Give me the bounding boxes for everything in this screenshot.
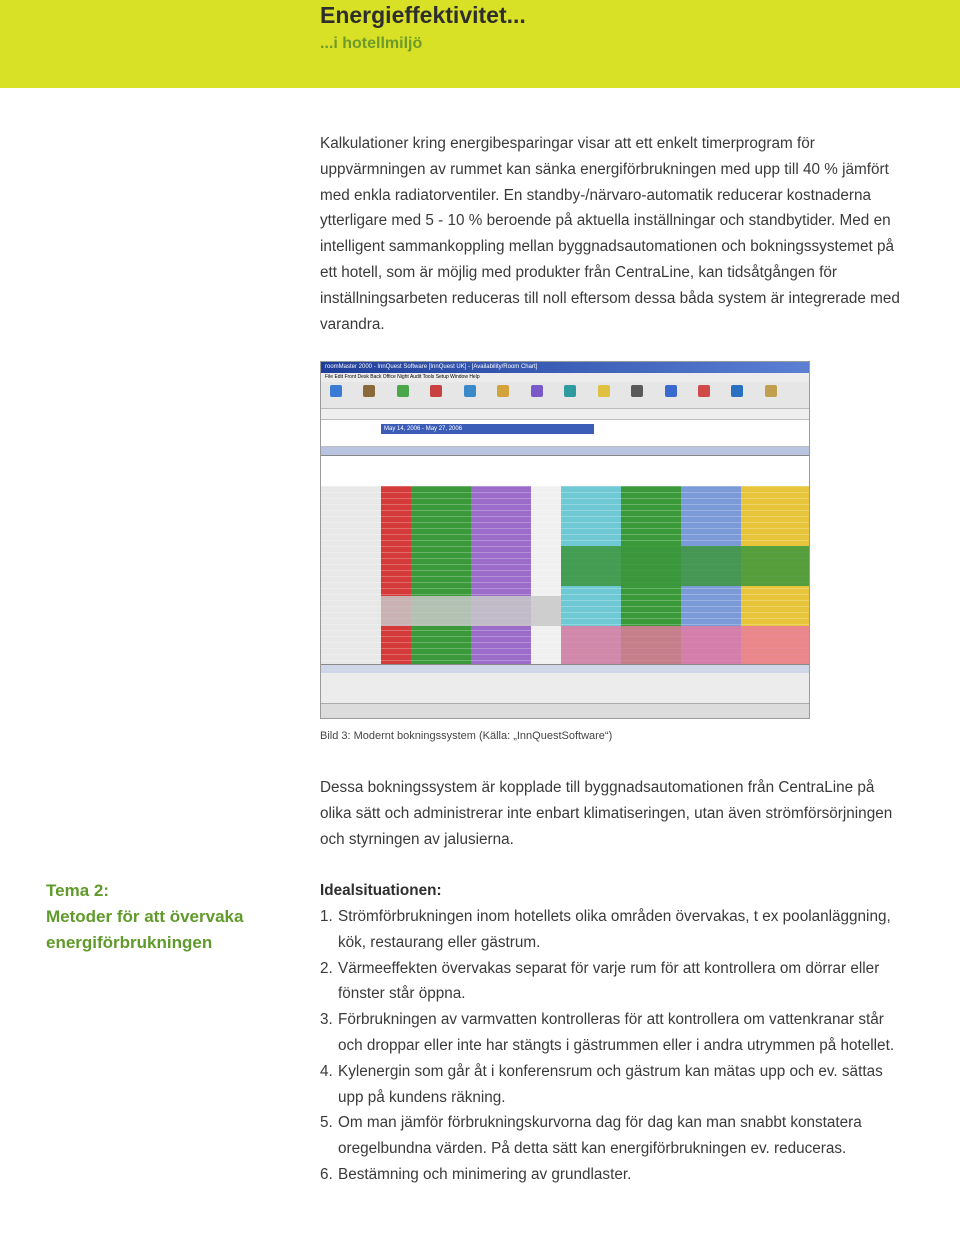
- list-item-number: 4.: [320, 1062, 333, 1080]
- ideal-list: [320, 904, 900, 1188]
- toolbar-icon: [694, 385, 714, 405]
- list-item: [320, 904, 900, 956]
- intro-paragraph: Kalkulationer kring energibesparingar visar att ett enkelt timerprogram för uppvärmningen av rummet kan sänka energiförbrukningen med upp till 40 % jämfört med enkla radiatorventiler. En standby-/närvaro-automatik reducerar kostnaderna ytterligare med 5 - 10 % beroende på aktuella inställningar och standbytider. Med en intelligent sammankoppling mellan byggnadsautomationen och bokningssystemet på ett hotell, som är möjlig med produkter från CentraLine, kan tidsåtgången för inställningsarbeten reduceras till noll eftersom dessa båda system är integrerade med varandra.: [320, 135, 900, 333]
- list-item-text: Om man jämför förbrukningskurvorna dag för dag kan man snabbt konstatera oregelbundna värden. På detta sätt kan energiförbrukningen ev. reduceras.: [338, 1114, 862, 1158]
- toolbar-icon: [359, 385, 379, 405]
- screenshot-secondary-toolbar: [321, 409, 809, 420]
- screenshot-column-header: [321, 447, 809, 456]
- toolbar-icon: [493, 385, 513, 405]
- list-item-text: Bestämning och minimering av grundlaster.: [338, 1165, 632, 1183]
- list-item-text: Strömförbrukningen inom hotellets olika områden övervakas, t ex poolanläggning, kök, restaurang eller gästrum.: [338, 908, 891, 951]
- list-item-text: Kylenergin som går åt i konferensrum och gästrum kan mätas upp och ev. sättas upp på kundens räkning.: [338, 1062, 883, 1106]
- tema-heading: [46, 878, 296, 956]
- toolbar-icon: [326, 385, 346, 405]
- ideal-heading: Idealsituationen:: [320, 882, 442, 899]
- list-item-text: Värmeeffekten övervakas separat för varje rum för att kontrollera om dörrar eller fönster står öppna.: [338, 959, 880, 1003]
- list-item: [320, 1007, 900, 1059]
- list-item-number: 2.: [320, 959, 333, 977]
- toolbar-icon: [393, 385, 413, 405]
- list-item: [320, 1162, 900, 1188]
- list-item-number: 5.: [320, 1114, 333, 1132]
- screenshot-legend: [321, 673, 809, 703]
- screenshot-date-bar: [321, 420, 809, 447]
- screenshot-room-chart-grid: [321, 486, 809, 664]
- second-paragraph: Dessa bokningssystem är kopplade till byggnadsautomationen från CentraLine på olika sätt och administrerar inte enbart klimatiseringen, utan även strömförsörjningen och styrningen av jalusierna.: [320, 779, 893, 848]
- toolbar-icon: [426, 385, 446, 405]
- toolbar-icon: [594, 385, 614, 405]
- list-item: [320, 956, 900, 1008]
- page-subtitle: ...i hotellmiljö: [320, 35, 423, 52]
- toolbar-icon: [460, 385, 480, 405]
- booking-system-screenshot: [320, 361, 810, 719]
- list-item-number: 6.: [320, 1165, 333, 1183]
- tema-line-3: energiförbrukningen: [46, 933, 213, 952]
- screenshot-status-bar: [321, 664, 809, 673]
- page-title: Energieffektivitet...: [320, 2, 526, 28]
- list-item-number: 1.: [320, 908, 333, 925]
- toolbar-icon: [627, 385, 647, 405]
- toolbar-icon: [661, 385, 681, 405]
- toolbar-icon: [527, 385, 547, 405]
- page-header-band: [0, 0, 960, 88]
- screenshot-footer-bar: [321, 703, 809, 718]
- toolbar-icon: [761, 385, 781, 405]
- tema-line-2: Metoder för att övervaka: [46, 907, 244, 926]
- list-item: [320, 1110, 900, 1162]
- screenshot-blank-area: [321, 456, 809, 486]
- screenshot-toolbar: [321, 382, 809, 409]
- list-item-number: 3.: [320, 1011, 333, 1029]
- tema-line-1: Tema 2:: [46, 881, 109, 900]
- toolbar-icon: [727, 385, 747, 405]
- screenshot-date-range: May 14, 2006 - May 27, 2006: [381, 424, 594, 434]
- list-item: [320, 1059, 900, 1111]
- image-caption: Bild 3: Modernt bokningssystem (Källa: „InnQuestSoftware“): [320, 730, 613, 742]
- toolbar-icon: [560, 385, 580, 405]
- screenshot-menubar: File Edit Front Desk Back Office Night Audit Tools Setup Window Help: [321, 373, 809, 382]
- screenshot-window-title: roomMaster 2000 - InnQuest Software [InnQuest UK] - [Availability/Room Chart]: [321, 362, 809, 373]
- list-item-text: Förbrukningen av varmvatten kontrolleras för att kontrollera om vattenkranar står och droppar eller inte har stängts i gästrummen eller i andra utrymmen på hotellet.: [338, 1011, 895, 1054]
